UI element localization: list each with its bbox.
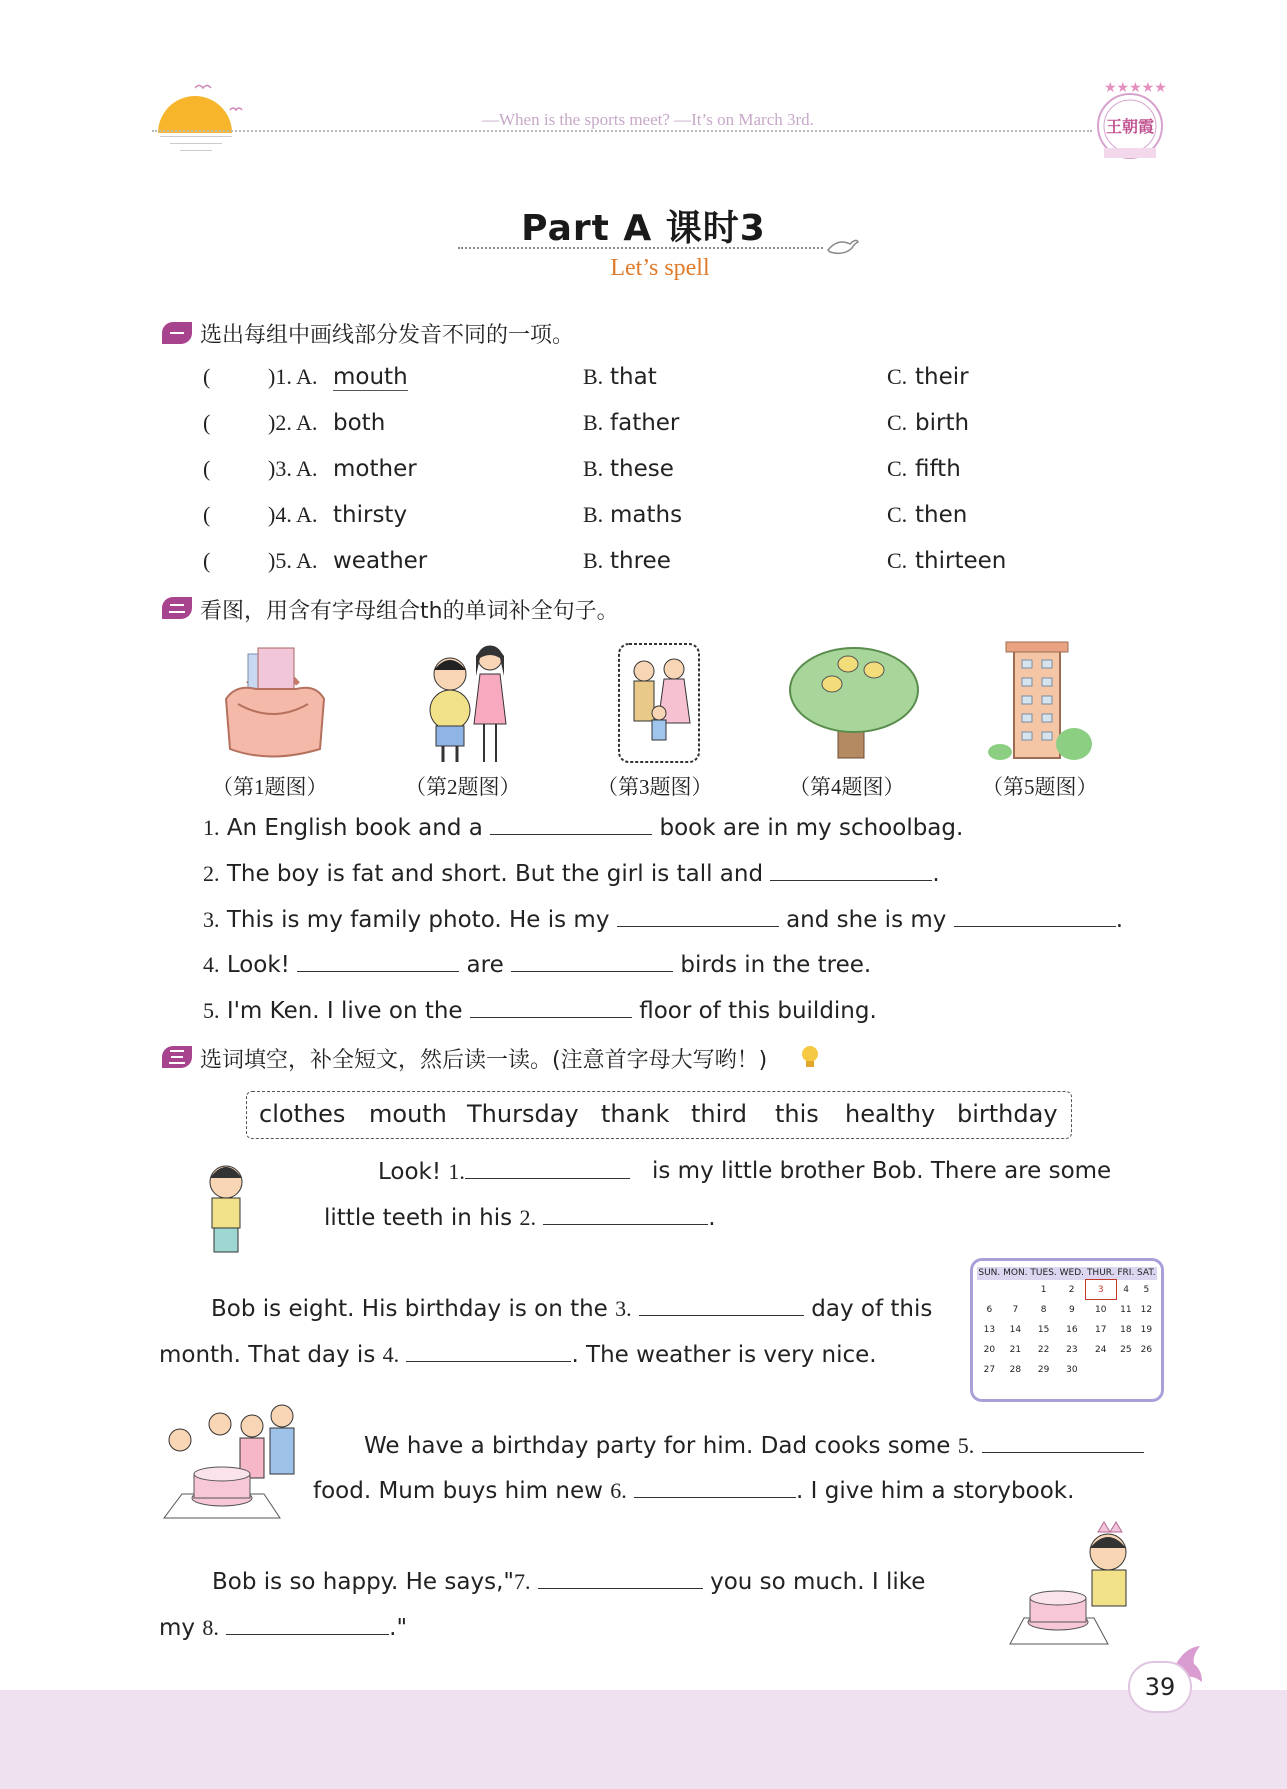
option-b-label: B.: [583, 410, 604, 435]
sentence-text: This is my family photo. He is my: [226, 907, 610, 933]
option-c[interactable]: [915, 456, 961, 482]
question-row: [203, 502, 1063, 548]
calendar-day-header: MON.: [1003, 1268, 1028, 1279]
answer-blank[interactable]: [511, 951, 673, 972]
sentence-text: and she is my: [786, 907, 947, 933]
page-subtitle: Let’s spell: [610, 255, 710, 281]
option-b-word: maths: [610, 502, 683, 528]
option-a[interactable]: [333, 548, 427, 574]
calendar-date: 27: [983, 1364, 996, 1375]
calendar: [970, 1258, 1164, 1402]
header-divider: [152, 130, 1092, 132]
sun-reflection-line: [160, 136, 232, 137]
title-underline: [458, 247, 823, 249]
answer-paren[interactable]: (: [203, 456, 211, 481]
option-a[interactable]: [333, 364, 408, 390]
answer-blank[interactable]: [617, 906, 779, 927]
sentence-text: .: [1115, 907, 1124, 933]
option-a-word: thirsty: [333, 502, 408, 528]
calendar-date: 24: [1095, 1344, 1107, 1355]
calendar-date: [1136, 1360, 1157, 1380]
section1-questions: [203, 364, 1063, 594]
word-bank-item[interactable]: mouth: [369, 1100, 447, 1128]
calendar-date: [977, 1280, 1002, 1300]
word-bank-item[interactable]: clothes: [259, 1100, 346, 1128]
calendar-date: 18: [1120, 1324, 1132, 1335]
passage-text: day of this: [811, 1296, 933, 1322]
picture-caption: （第3题图）: [597, 775, 713, 799]
option-c-label: C.: [887, 502, 908, 527]
blank-number: 8.: [202, 1615, 219, 1640]
blank-number: 2.: [519, 1205, 536, 1230]
option-a-word: mouth: [333, 364, 408, 390]
calendar-date: 15: [1037, 1324, 1050, 1335]
word-bank-item[interactable]: birthday: [957, 1100, 1058, 1128]
question-number: )2. A.: [268, 410, 318, 435]
section1-instruction: 选出每组中画线部分发音不同的一项。: [200, 323, 575, 348]
question-number: )5. A.: [268, 548, 318, 573]
publisher-logo: [1090, 76, 1170, 168]
calendar-date: 8: [1040, 1304, 1047, 1315]
option-b-label: B.: [583, 502, 604, 527]
schoolbag-picture: [218, 644, 328, 759]
blank-number: 3.: [615, 1296, 632, 1321]
svg-text:王朝霞: 王朝霞: [1105, 117, 1155, 136]
option-b-label: B.: [583, 548, 604, 573]
option-c-word: birth: [915, 410, 970, 436]
passage-line: [159, 1614, 407, 1641]
answer-blank[interactable]: [770, 860, 932, 881]
option-c-label: C.: [887, 410, 908, 435]
calendar-date: 23: [1066, 1344, 1078, 1355]
calendar-date: 13: [983, 1324, 996, 1335]
passage-text: . I give him a storybook.: [796, 1478, 1075, 1504]
option-b-word: these: [610, 456, 674, 482]
passage-text: Bob is so happy. He says,": [212, 1569, 514, 1595]
calendar-date: 29: [1037, 1364, 1050, 1375]
calendar-date: 19: [1140, 1324, 1153, 1335]
calendar-date: 25: [1120, 1344, 1132, 1355]
calendar-date: 9: [1068, 1304, 1075, 1315]
calendar-date: 2: [1068, 1284, 1075, 1295]
footer-band: [0, 1690, 1287, 1789]
option-a[interactable]: [333, 502, 407, 528]
option-b-label: B.: [583, 456, 604, 481]
calendar-day-header: TUES.: [1030, 1268, 1057, 1279]
section2-instruction: 看图，用含有字母组合th的单词补全句子。: [200, 599, 619, 624]
answer-blank[interactable]: [639, 1295, 804, 1316]
sentence-text: An English book and a: [226, 815, 483, 841]
tree-with-birds-picture: [782, 642, 922, 762]
sentence-3: [203, 906, 1123, 933]
word-bank-item[interactable]: this: [775, 1100, 819, 1128]
option-c[interactable]: [915, 548, 1006, 574]
answer-paren[interactable]: (: [203, 364, 211, 389]
blank-number: 5.: [957, 1433, 975, 1458]
word-bank-item[interactable]: thank: [601, 1100, 670, 1128]
word-bank: [246, 1091, 1072, 1139]
blank-number: 6.: [610, 1478, 627, 1503]
family-birthday-cake-picture: [160, 1402, 300, 1520]
passage-line: [652, 1158, 1111, 1184]
question-row: [203, 364, 1063, 410]
answer-blank[interactable]: [490, 814, 652, 835]
answer-blank[interactable]: [538, 1568, 703, 1589]
sentence-text: floor of this building.: [639, 998, 877, 1024]
answer-paren[interactable]: (: [203, 548, 211, 573]
family-photo-picture: [616, 641, 702, 765]
option-a-word: weather: [333, 548, 428, 574]
passage-text: .: [708, 1205, 716, 1231]
sentence-text: The boy is fat and short. But the girl is tall and: [226, 861, 764, 887]
svg-text:★★★★★: ★★★★★: [1104, 80, 1167, 96]
calendar-date: 12: [1140, 1304, 1153, 1315]
passage-line: [313, 1477, 1074, 1504]
option-b[interactable]: [610, 456, 674, 482]
page-number: 39: [1128, 1661, 1192, 1713]
answer-blank[interactable]: [465, 1158, 630, 1179]
calendar-date: 22: [1037, 1344, 1050, 1355]
option-c-word: thirteen: [915, 548, 1007, 574]
option-c-word: fifth: [915, 456, 961, 482]
calendar-date: 7: [1012, 1304, 1019, 1315]
picture-caption: （第1题图）: [212, 775, 328, 799]
calendar-date-highlighted: 3: [1085, 1280, 1116, 1300]
section3-instruction: 选词填空，补全短文，然后读一读。(注意首字母大写哟！): [200, 1048, 768, 1073]
question-row: [203, 410, 1063, 456]
sentence-number: 4.: [203, 952, 220, 977]
option-c-label: C.: [887, 456, 908, 481]
answer-blank[interactable]: [634, 1477, 796, 1498]
calendar-day-header: THUR.: [1086, 1268, 1115, 1278]
option-a-word: both: [333, 410, 386, 436]
sentence-number: 1.: [203, 815, 220, 840]
calendar-date: 20: [983, 1344, 996, 1355]
sentence-text: I'm Ken. I live on the: [226, 998, 463, 1024]
option-c[interactable]: [915, 502, 967, 528]
sun-reflection-line: [170, 143, 222, 144]
calendar-date: 6: [986, 1304, 993, 1315]
passage-line: [378, 1158, 630, 1185]
passage-text: Bob is eight. His birthday is on the: [211, 1296, 608, 1322]
section2-badge: [162, 597, 192, 619]
sentence-number: 3.: [203, 907, 220, 932]
boy-bob-picture: [198, 1160, 258, 1260]
option-a-word: mother: [333, 456, 417, 482]
option-b-word: three: [610, 548, 671, 574]
building-picture: [986, 636, 1096, 764]
question-number: )3. A.: [268, 456, 318, 481]
calendar-day-header: FRI.: [1117, 1268, 1135, 1279]
birds-icon: [190, 80, 250, 120]
picture-caption: （第2题图）: [405, 775, 521, 799]
option-a[interactable]: [333, 410, 385, 436]
answer-paren[interactable]: (: [203, 502, 211, 527]
calendar-date: 21: [1009, 1344, 1022, 1355]
option-b-word: that: [610, 364, 657, 390]
answer-blank[interactable]: [226, 1614, 389, 1635]
option-b-word: father: [610, 410, 680, 436]
calendar-date: 10: [1095, 1304, 1107, 1315]
passage-text: you so much. I like: [710, 1569, 926, 1595]
sentence-text: birds in the tree.: [680, 952, 872, 978]
calendar-date: 1: [1040, 1284, 1047, 1295]
passage-text: . The weather is very nice.: [571, 1342, 877, 1368]
answer-blank[interactable]: [954, 906, 1116, 927]
sentence-4: [203, 951, 871, 978]
calendar-date: 4: [1123, 1284, 1129, 1295]
option-c-label: C.: [887, 548, 908, 573]
boy-with-birthday-cake-picture: [1008, 1518, 1146, 1648]
passage-text: .": [389, 1615, 408, 1641]
calendar-date: 26: [1140, 1344, 1153, 1355]
sentence-text: book are in my schoolbag.: [659, 815, 964, 841]
option-b-label: B.: [583, 364, 604, 389]
option-b[interactable]: [610, 364, 657, 390]
calendar-date: 16: [1066, 1324, 1078, 1335]
blank-number: 4.: [382, 1342, 400, 1367]
calendar-day-header: SAT.: [1137, 1268, 1156, 1279]
option-c[interactable]: [915, 364, 969, 390]
sentence-1: [203, 814, 963, 841]
option-b[interactable]: [610, 502, 682, 528]
section3-badge: [162, 1046, 192, 1068]
option-c-word: then: [915, 502, 968, 528]
answer-blank[interactable]: [982, 1432, 1144, 1453]
picture-caption: （第4题图）: [789, 775, 905, 799]
question-number: )1. A.: [268, 364, 318, 389]
passage-line: [212, 1568, 925, 1595]
section1-badge: [162, 322, 192, 344]
calendar-date: 17: [1095, 1324, 1107, 1335]
passage-line: [211, 1295, 932, 1322]
calendar-day-header: SUN.: [978, 1268, 1001, 1279]
calendar-date: 11: [1120, 1304, 1132, 1315]
option-c-label: C.: [887, 364, 908, 389]
sentence-number: 5.: [203, 998, 220, 1023]
picture-caption: （第5题图）: [982, 775, 1098, 799]
question-row: [203, 456, 1063, 502]
answer-blank[interactable]: [297, 951, 459, 972]
option-b[interactable]: [610, 548, 671, 574]
word-bank-item[interactable]: healthy: [845, 1100, 936, 1128]
calendar-date: 28: [1009, 1364, 1022, 1375]
calendar-date: 14: [1009, 1324, 1022, 1335]
passage-text: month. That day is: [159, 1342, 376, 1368]
blank-number: 7.: [513, 1569, 531, 1594]
option-a[interactable]: [333, 456, 417, 482]
answer-blank[interactable]: [543, 1204, 708, 1225]
passage-text: my: [159, 1615, 196, 1641]
word-bank-item[interactable]: third: [691, 1100, 747, 1128]
calendar-date: 5: [1143, 1284, 1150, 1295]
sun-reflection-line: [180, 150, 212, 151]
passage-line: [364, 1432, 1144, 1459]
blank-number: 1.: [448, 1159, 465, 1184]
answer-paren[interactable]: (: [203, 410, 211, 435]
sentence-number: 2.: [203, 861, 220, 886]
boy-and-girl-picture: [418, 640, 518, 764]
calendar-date: [1002, 1280, 1029, 1300]
option-c-word: their: [915, 364, 969, 390]
passage-text: is my little brother Bob. There are some: [652, 1158, 1112, 1184]
calendar-date: [1085, 1360, 1116, 1380]
passage-text: food. Mum buys him new: [313, 1478, 603, 1504]
word-bank-item[interactable]: Thursday: [467, 1100, 579, 1128]
sentence-5: [203, 997, 877, 1024]
sentence-text: Look!: [226, 952, 290, 978]
option-c[interactable]: [915, 410, 969, 436]
option-b[interactable]: [610, 410, 679, 436]
sentence-2: [203, 860, 940, 887]
calendar-day-header: WED.: [1059, 1268, 1085, 1279]
passage-text: We have a birthday party for him. Dad cooks some: [364, 1433, 951, 1459]
answer-blank[interactable]: [470, 997, 632, 1018]
passage-line: [159, 1341, 877, 1368]
question-row: [203, 548, 1063, 594]
calendar-date: [1116, 1360, 1136, 1380]
lightbulb-icon: [798, 1043, 824, 1071]
passage-text: Look!: [378, 1159, 442, 1185]
sentence-text: are: [466, 952, 504, 978]
answer-blank[interactable]: [406, 1341, 571, 1362]
header-slogan: —When is the sports meet? —It’s on March 3rd.: [482, 110, 814, 129]
calendar-date: 30: [1066, 1364, 1078, 1375]
question-number: )4. A.: [268, 502, 318, 527]
page-title: Part A 课时3: [521, 208, 766, 249]
passage-text: little teeth in his: [324, 1205, 513, 1231]
sentence-text: .: [932, 861, 940, 887]
passage-line: [324, 1204, 716, 1231]
